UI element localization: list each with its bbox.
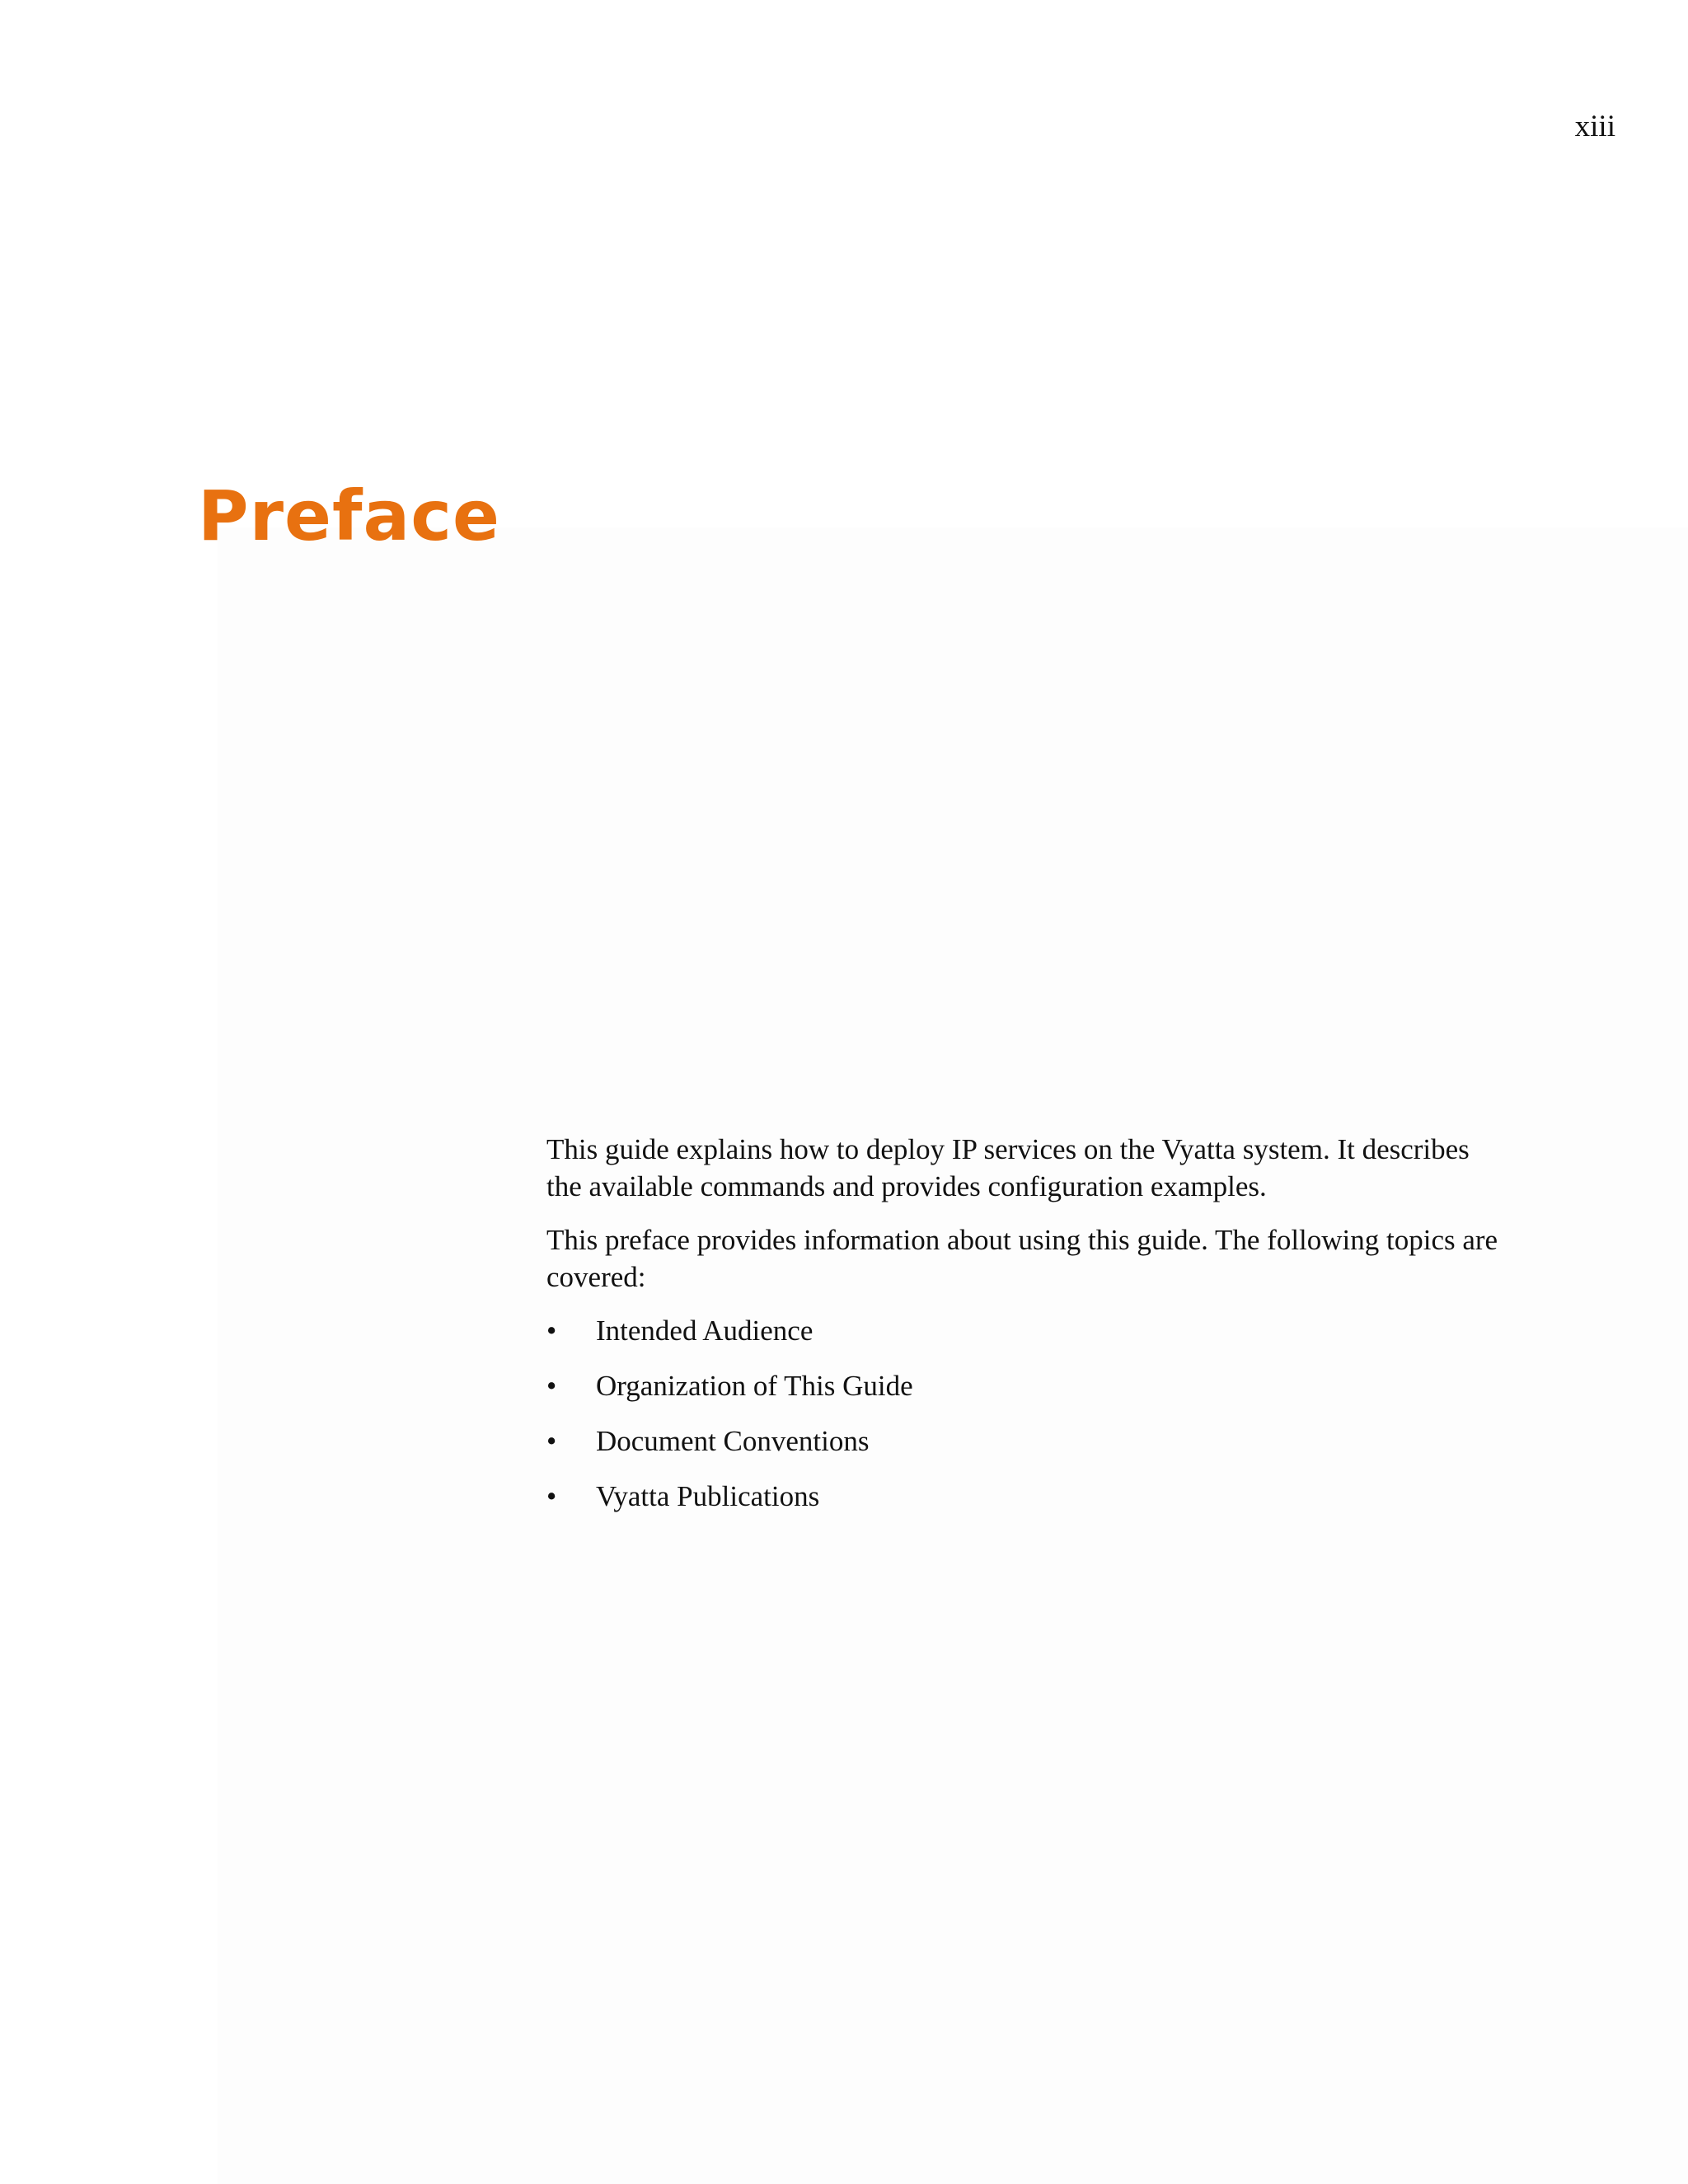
topic-intended-audience: Intended Audience: [596, 1315, 814, 1347]
list-item: [546, 1367, 1511, 1422]
bullet-icon: •: [546, 1315, 557, 1347]
page-number: xiii: [1574, 110, 1615, 143]
bullet-icon: •: [546, 1425, 557, 1457]
bullet-icon: •: [546, 1370, 557, 1402]
topic-document-conventions: Document Conventions: [596, 1425, 870, 1457]
topic-vyatta-publications: Vyatta Publications: [596, 1480, 820, 1512]
topic-organization: Organization of This Guide: [596, 1370, 913, 1402]
chapter-title: Preface: [198, 476, 500, 556]
preface-body: [546, 1131, 1511, 1533]
list-item: [546, 1478, 1511, 1533]
bullet-icon: •: [546, 1480, 557, 1512]
list-item: [546, 1422, 1511, 1478]
list-item: [546, 1312, 1511, 1367]
topics-intro-paragraph: This preface provides information about using this guide. The following topics are covered:: [546, 1224, 1498, 1293]
intro-paragraph: This guide explains how to deploy IP services on the Vyatta system. It describes the available commands and provides configuration examples.: [546, 1133, 1470, 1202]
topic-list: [546, 1312, 1511, 1533]
